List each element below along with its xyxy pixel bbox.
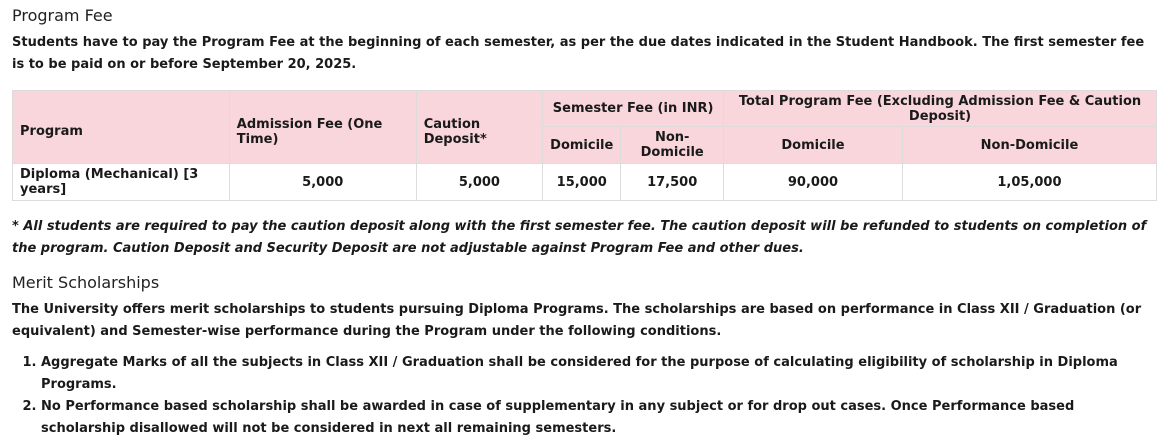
cell-admission-fee: 5,000 [229, 164, 416, 201]
header-admission-fee: Admission Fee (One Time) [229, 91, 416, 164]
scholarship-conditions-list [12, 352, 1157, 440]
header-caution-deposit: Caution Deposit* [416, 91, 542, 164]
header-program: Program [13, 91, 230, 164]
cell-semester-non-domicile: 17,500 [621, 164, 724, 201]
table-row [13, 164, 1157, 201]
merit-scholarships-intro: The University offers merit scholarships to students pursuing Diploma Programs. The scholarships are based on performance in Class XII / Graduation (or equivalent) and Semester-wise performance during the Program under the following conditions. [12, 302, 1142, 339]
cell-total-non-domicile: 1,05,000 [902, 164, 1156, 201]
list-item: 1. Aggregate Marks of all the subjects in Class XII / Graduation shall be considered for the purpose of calculating eligibility of scholarship in Diploma Programs. [41, 352, 1157, 396]
list-item: 2. No Performance based scholarship shall be awarded in case of supplementary in any subject or for drop out cases. Once Performance based scholarship disallowed will not be considered in next all remaining semesters. [41, 396, 1157, 440]
header-semester-fee: Semester Fee (in INR) [543, 91, 724, 127]
header-total-fee: Total Program Fee (Excluding Admission Fee & Caution Deposit) [724, 91, 1157, 127]
cell-total-domicile: 90,000 [724, 164, 903, 201]
fee-table-header-row [13, 91, 1157, 127]
program-fee-intro: Students have to pay the Program Fee at the beginning of each semester, as per the due dates indicated in the Student Handbook. The first semester fee is to be paid on or before September 20, 2025. [12, 35, 1145, 72]
header-total-domicile: Domicile [724, 127, 903, 164]
fee-table [12, 90, 1157, 201]
program-fee-heading: Program Fee [12, 6, 113, 25]
caution-deposit-note: * All students are required to pay the caution deposit along with the first semester fee. The caution deposit will be refunded to students on completion of the program. Caution Deposit and Security Deposit are not adjustable against Program Fee and other dues. [12, 219, 1147, 256]
merit-scholarships-heading: Merit Scholarships [12, 273, 160, 292]
header-semester-domicile: Domicile [543, 127, 621, 164]
header-semester-non-domicile: Non-Domicile [621, 127, 724, 164]
cell-caution-deposit: 5,000 [416, 164, 542, 201]
header-total-non-domicile: Non-Domicile [902, 127, 1156, 164]
cell-semester-domicile: 15,000 [543, 164, 621, 201]
cell-program: Diploma (Mechanical) [3 years] [13, 164, 230, 201]
